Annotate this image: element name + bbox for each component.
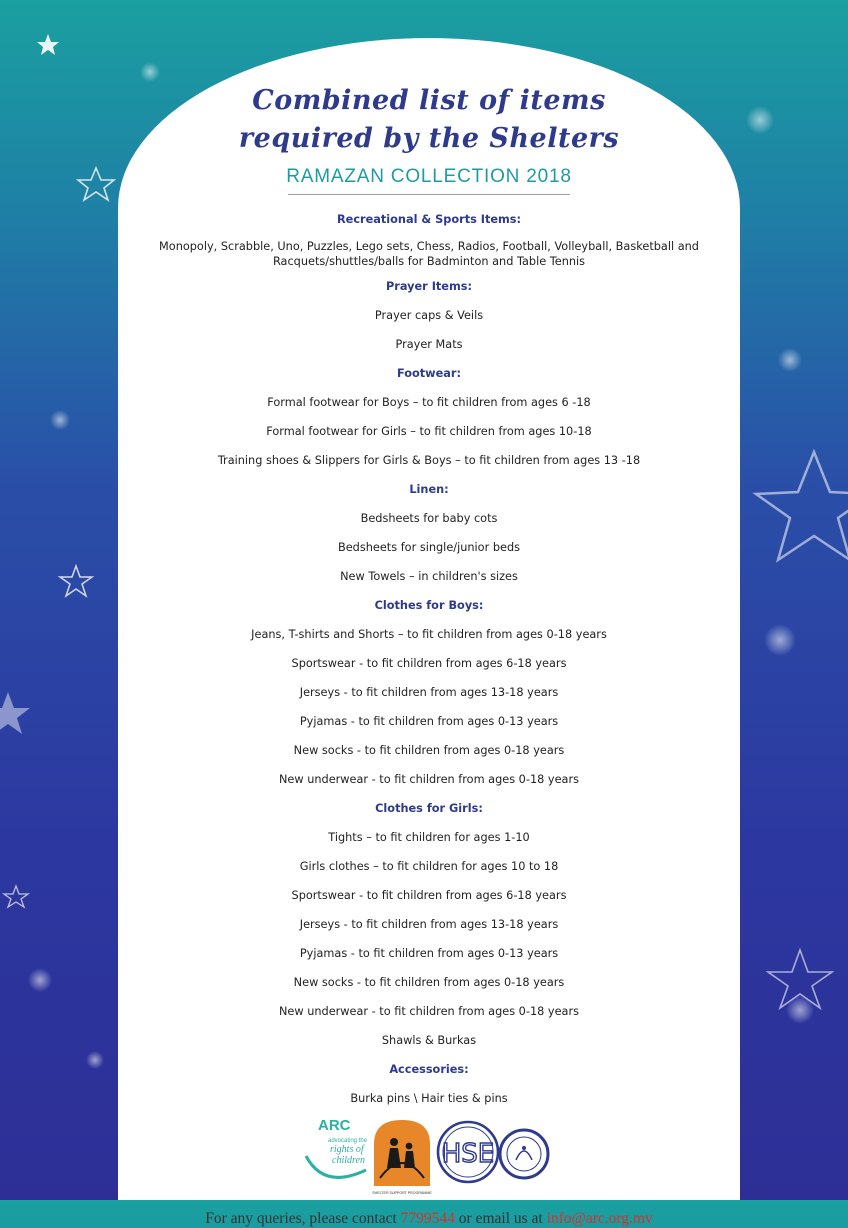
list-item: Pyjamas - to fit children from ages 0-13 years [299, 715, 559, 728]
list-item: New socks - to fit children from ages 0-18 years [293, 976, 565, 989]
title-line: Combined list of items [252, 85, 606, 116]
list-item: Shawls & Burkas [381, 1034, 477, 1047]
star-icon [60, 566, 92, 596]
arc-logo-tagline: rights of [330, 1144, 364, 1155]
list-item: Formal footwear for Girls – to fit children from ages 10-18 [266, 425, 592, 438]
subtitle: RAMAZAN COLLECTION 2018 [286, 166, 572, 187]
title-line: required by the Shelters [238, 123, 620, 154]
list-item: Bedsheets for single/junior beds [337, 541, 521, 554]
list-item: Formal footwear for Boys – to fit children from ages 6 -18 [267, 396, 591, 409]
star-icon [768, 950, 832, 1008]
arc-logo [306, 1117, 368, 1177]
items-list [118, 210, 740, 1118]
list-item: Pyjamas - to fit children from ages 0-13 years [299, 947, 559, 960]
email-link[interactable]: info@arc.org.mv [546, 1210, 653, 1227]
list-item: New underwear - to fit children from ages 0-18 years [278, 773, 580, 786]
divider [288, 194, 570, 195]
list-item: Jerseys - to fit children from ages 13-18 years [299, 918, 559, 931]
section-heading: Linen: [409, 483, 449, 496]
shelter-support-logo [372, 1120, 432, 1195]
government-seal-logo [500, 1130, 548, 1178]
phone-number: 7799544 [400, 1210, 455, 1227]
list-item: Training shoes & Slippers for Girls & Boys – to fit children from ages 13 -18 [217, 454, 641, 467]
list-item: Sportswear - to fit children from ages 6-18 years [291, 657, 567, 670]
arc-logo-tagline: advocating the [328, 1138, 368, 1144]
list-item: New socks - to fit children from ages 0-18 years [293, 744, 565, 757]
content-card [118, 38, 740, 1227]
footer-text: For any queries, please contact [205, 1210, 401, 1227]
list-item: Burka pins \ Hair ties & pins [350, 1092, 508, 1105]
arc-logo-tagline: children [332, 1155, 365, 1166]
list-item: Prayer Mats [395, 338, 463, 351]
hse-letters: HSE [441, 1139, 495, 1169]
list-item: Monopoly, Scrabble, Uno, Puzzles, Lego sets, Chess, Radios, Football, Volleyball, Basketball and Racquets/shuttles/balls for Badminton and Table Tennis [159, 240, 699, 268]
section-heading: Prayer Items: [386, 280, 472, 293]
list-item: Jeans, T-shirts and Shorts – to fit children from ages 0-18 years [251, 628, 607, 641]
section-heading: Footwear: [397, 367, 461, 380]
star-icon [78, 168, 114, 200]
arc-logo-name: ARC [318, 1117, 351, 1134]
hse-logo [438, 1122, 498, 1182]
section-heading: Accessories: [389, 1063, 469, 1076]
star-icon [756, 452, 848, 560]
section-heading: Clothes for Boys: [374, 599, 484, 612]
list-item: New underwear - to fit children from ages 0-18 years [278, 1005, 580, 1018]
section-heading: Recreational & Sports Items: [336, 213, 522, 226]
partner-logos [118, 1108, 740, 1200]
list-item: Girls clothes – to fit children for ages 10 to 18 [299, 860, 559, 873]
shelter-logo-caption: SHELTER SUPPORT PROGRAMME [372, 1191, 432, 1195]
star-icon [4, 886, 28, 907]
list-item: Bedsheets for baby cots [360, 512, 498, 525]
star-icon [37, 34, 59, 55]
list-item: Sportswear - to fit children from ages 6-18 years [291, 889, 567, 902]
list-item: Jerseys - to fit children from ages 13-18 years [299, 686, 559, 699]
list-item: New Towels – in children's sizes [340, 570, 518, 583]
list-item: Tights – to fit children for ages 1-10 [328, 831, 530, 844]
page-title [118, 82, 740, 158]
section-heading: Clothes for Girls: [375, 802, 483, 815]
list-item: Prayer caps & Veils [374, 309, 484, 322]
star-icon [0, 692, 30, 734]
footer-text: or email us at [454, 1210, 547, 1227]
footer-contact [118, 1210, 740, 1228]
